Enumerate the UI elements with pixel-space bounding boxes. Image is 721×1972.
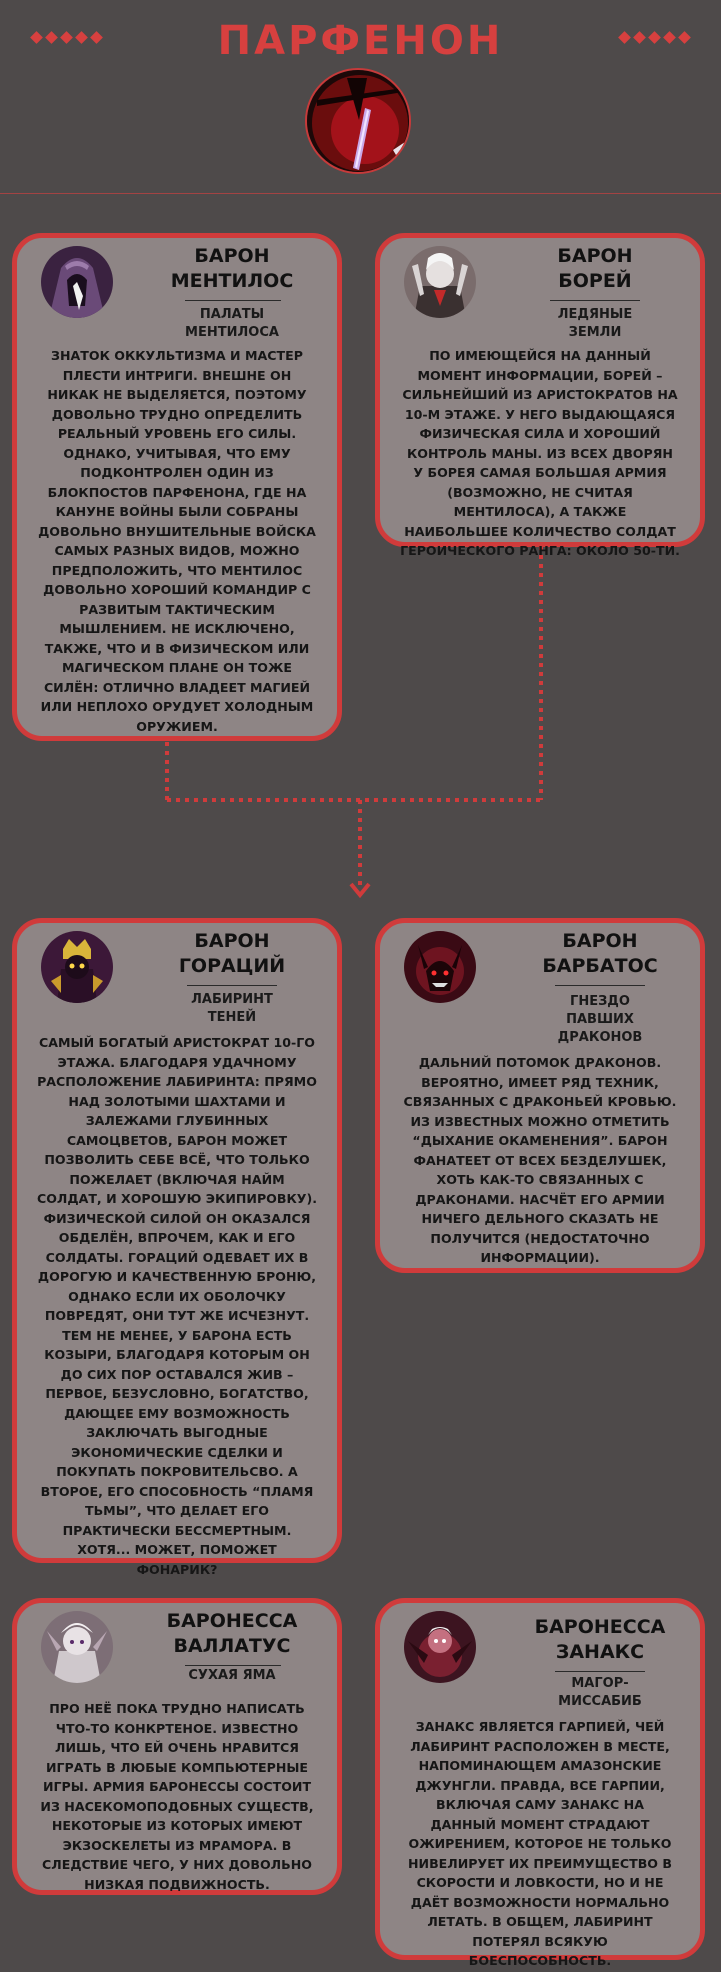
card-description: ПРО НЕЁ ПОКА ТРУДНО НАПИСАТЬ ЧТО-ТО КОНКРТЕНОЕ. ИЗВЕСТНО ЛИШЬ, ЧТО ЕЙ ОЧЕНЬ НРАВИТСЯ ИГРАТЬ В ЛЮБЫЕ КОМПЬЮТЕРНЫЕ ИГРЫ. АРМИЯ БАРОНЕССЫ СОСТОИТ ИЗ НАСЕКОМОПОДОБНЫХ СУЩЕСТВ, НЕКОТОРЫЕ ИЗ КОТОРЫХ ИМЕЮТ ЭКЗОСКЕЛЕТЫ ИЗ МРАМОРА. В СЛЕДСТВИЕ ЧЕГО, У НИХ ДОВОЛЬНО НИЗКАЯ ПОДВИЖНОСТЬ.	[40, 1701, 314, 1892]
card-location: ЛАБИРИНТ ТЕНЕЙ	[191, 992, 273, 1025]
card-description: ПО ИМЕЮЩЕЙСЯ НА ДАННЫЙ МОМЕНТ ИНФОРМАЦИИ, БОРЕЙ – СИЛЬНЕЙШИЙ ИЗ АРИСТОКРАТОВ НА 10-М ЭТАЖЕ. У НЕГО ВЫДАЮЩАЯСЯ ФИЗИЧЕСКАЯ СИЛА И ХОРОШИЙ КОНТРОЛЬ МАНЫ. ИЗ ВСЕХ ДВОРЯН У БОРЕЯ САМАЯ БОЛЬШАЯ АРМИЯ (ВОЗМОЖНО, НЕ СЧИТАЯ МЕНТИЛОСА), А ТАКЖЕ НАИБОЛЬШЕЕ КОЛИЧЕСТВО СОЛДАТ ГЕРОИЧЕСКОГО РАНГА: ОКОЛО 50-ТИ.	[400, 348, 680, 558]
card-name-rule	[550, 300, 640, 301]
card-name-rule	[185, 1665, 281, 1666]
card-barbatos	[375, 918, 705, 1273]
dragon-avatar-icon	[404, 931, 476, 1003]
card-location: СУХАЯ ЯМА	[188, 1668, 276, 1683]
card-vallatus	[12, 1598, 342, 1895]
card-mentilos	[12, 233, 342, 741]
card-description: ЗНАТОК ОККУЛЬТИЗМА И МАСТЕР ПЛЕСТИ ИНТРИГИ. ВНЕШНЕ ОН НИКАК НЕ ВЫДЕЛЯЕТСЯ, ПОЭТОМУ ДОВОЛЬНО ТРУДНО ОПРЕДЕЛИТЬ РЕАЛЬНЫЙ УРОВЕНЬ ЕГО СИЛЫ. ОДНАКО, УЧИТЫВАЯ, ЧТО ЕМУ ПОДКОНТРОЛЕН ОДИН ИЗ БЛОКПОСТОВ ПАРФЕНОНА, ГДЕ НА КАНУНЕ ВОЙНЫ БЫЛИ СОБРАНЫ ДОВОЛЬНО ВНУШИТЕЛЬНЫЕ ВОЙСКА САМЫХ РАЗНЫХ ВИДОВ, МОЖНО ПРЕДПОЛОЖИТЬ, ЧТО МЕНТИЛОС ДОВОЛЬНО ХОРОШИЙ КОМАНДИР С РАЗВИТЫМ ТАКТИЧЕСКИМ МЫШЛЕНИЕМ. НЕ ИСКЛЮЧЕНО, ТАКЖЕ, ЧТО И В ФИЗИЧЕСКОМ ИЛИ МАГИЧЕСКОМ ПЛАНЕ ОН ТОЖЕ СИЛЁН: ОТЛИЧНО ВЛАДЕЕТ МАГИЕЙ ИЛИ НЕПЛОХО ОРУДУЕТ ХОЛОДНЫМ ОРУЖИЕМ.	[38, 348, 316, 734]
card-location: ГНЕЗДО ПАВШИХ ДРАКОНОВ	[557, 994, 643, 1045]
card-name: БАРОН МЕНТИЛОС	[170, 245, 294, 292]
card-name: БАРОН БОРЕЙ	[557, 245, 633, 292]
harpy-avatar-icon	[404, 1611, 476, 1683]
card-goratsii	[12, 918, 342, 1577]
card-location: ЛЕДЯНЫЕ ЗЕМЛИ	[557, 307, 633, 340]
card-name-rule	[185, 300, 281, 301]
card-name: БАРОНЕССА ЗАНАКС	[534, 1616, 666, 1663]
card-zanaks	[375, 1598, 705, 1968]
card-name: БАРОН ГОРАЦИЙ	[178, 930, 286, 977]
card-name-rule	[555, 1671, 645, 1672]
card-name: БАРОН БАРБАТОС	[542, 930, 658, 977]
insect-queen-avatar-icon	[41, 1611, 113, 1683]
hooded-figure-avatar-icon	[41, 246, 113, 318]
page-title: ПАРФЕНОН	[217, 18, 504, 64]
card-name-rule	[187, 985, 277, 986]
card-description: ЗАНАКС ЯВЛЯЕТСЯ ГАРПИЕЙ, ЧЕЙ ЛАБИРИНТ РАСПОЛОЖЕН В МЕСТЕ, НАПОМИНАЮЩЕМ АМАЗОНСКИЕ ДЖУНГЛИ. ПРАВДА, ВСЕ ГАРПИИ, ВКЛЮЧАЯ САМУ ЗАНАКС НА ДАННЫЙ МОМЕНТ СТРАДАЮТ ОЖИРЕНИЕМ, КОТОРОЕ НЕ ТОЛЬКО НИВЕЛИРУЕТ ИХ ПРЕИМУЩЕСТВО В СКОРОСТИ И ЛОВКОСТИ, НО И НЕ ДАЁТ ВОЗМОЖНОСТИ НОРМАЛЬНО ЛЕТАТЬ. В ОБЩЕМ, ЛАБИРИНТ ПОТЕРЯЛ ВСЯКУЮ БОЕСПОСОБНОСТЬ.	[407, 1719, 672, 1968]
card-borei	[375, 233, 705, 558]
card-name-rule	[555, 985, 645, 986]
card-location: ПАЛАТЫ МЕНТИЛОСА	[185, 307, 279, 340]
card-name: БАРОНЕССА ВАЛЛАТУС	[166, 1610, 298, 1657]
card-location: МАГОР- МИССАБИБ	[558, 1676, 642, 1709]
card-description: САМЫЙ БОГАТЫЙ АРИСТОКРАТ 10-ГО ЭТАЖА. БЛАГОДАРЯ УДАЧНОМУ РАСПОЛОЖЕНИЕ ЛАБИРИНТА: ПРЯМО НАД ЗОЛОТЫМИ ШАХТАМИ И ЗАЛЕЖАМИ ГЛУБИННЫХ САМОЦВЕТОВ, БАРОН МОЖЕТ ПОЗВОЛИТЬ СЕБЕ ВСЁ, ЧТО ТОЛЬКО ПОЖЕЛАЕТ (ВКЛЮЧАЯ НАЙМ СОЛДАТ, И ХОРОШУЮ ЭКИПИРОВКУ). ФИЗИЧЕСКОЙ СИЛОЙ ОН ОКАЗАЛСЯ ОБДЕЛЁН, ВПРОЧЕМ, КАК И ЕГО СОЛДАТЫ. ГОРАЦИЙ ОДЕВАЕТ ИХ В ДОРОГУЮ И КАЧЕСТВЕННУЮ БРОНЮ, ОДНАКО ЕСЛИ ИХ ОБОЛОЧКУ ПОВРЕДЯТ, ОНИ ТУТ ЖЕ ИСЧЕЗНУТ. ТЕМ НЕ МЕНЕЕ, У БАРОНА ЕСТЬ КОЗЫРИ, БЛАГОДАРЯ КОТОРЫМ ОН ДО СИХ ПОР ОСТАВАЛСЯ ЖИВ – ПЕРВОЕ, БЕЗУСЛОВНО, БОГАТСТВО, ДАЮЩЕЕ ЕМУ ВОЗМОЖНОСТЬ ЗАКЛЮЧАТЬ ВЫГОДНЫЕ ЭКОНОМИЧЕСКИЕ СДЕЛКИ И ПОКУПАТЬ ПОКРОВИТЕЛЬСВО. А ВТОРОЕ, ЕГО СПОСОБНОСТЬ “ПЛАМЯ ТЬМЫ”, ЧТО ДЕЛАЕТ ЕГО ПРАКТИЧЕСКИ БЕССМЕРТНЫМ. ХОТЯ... МОЖЕТ, ПОМОЖЕТ ФОНАРИК?	[36, 1035, 318, 1577]
card-description: ДАЛЬНИЙ ПОТОМОК ДРАКОНОВ. ВЕРОЯТНО, ИМЕЕТ РЯД ТЕХНИК, СВЯЗАННЫХ С ДРАКОНЬЕЙ КРОВЬЮ. ИЗ ИЗВЕСТНЫХ МОЖНО ОТМЕТИТЬ “ДЫХАНИЕ ОКАМЕНЕНИЯ”. БАРОН ФАНАТЕЕТ ОТ ВСЕХ БЕЗДЕЛУШЕК, ХОТЬ КАК-ТО СВЯЗАННЫХ С ДРАКОНАМИ. НАСЧЁТ ЕГО АРМИИ НИЧЕГО ДЕЛЬНОГО СКАЗАТЬ НЕ ПОЛУЧИТСЯ (НЕДОСТАТОЧНО ИНФОРМАЦИИ).	[403, 1055, 677, 1265]
golden-crowned-avatar-icon	[41, 931, 113, 1003]
arrow-down-icon	[351, 884, 369, 895]
white-haired-warrior-avatar-icon	[404, 246, 476, 318]
